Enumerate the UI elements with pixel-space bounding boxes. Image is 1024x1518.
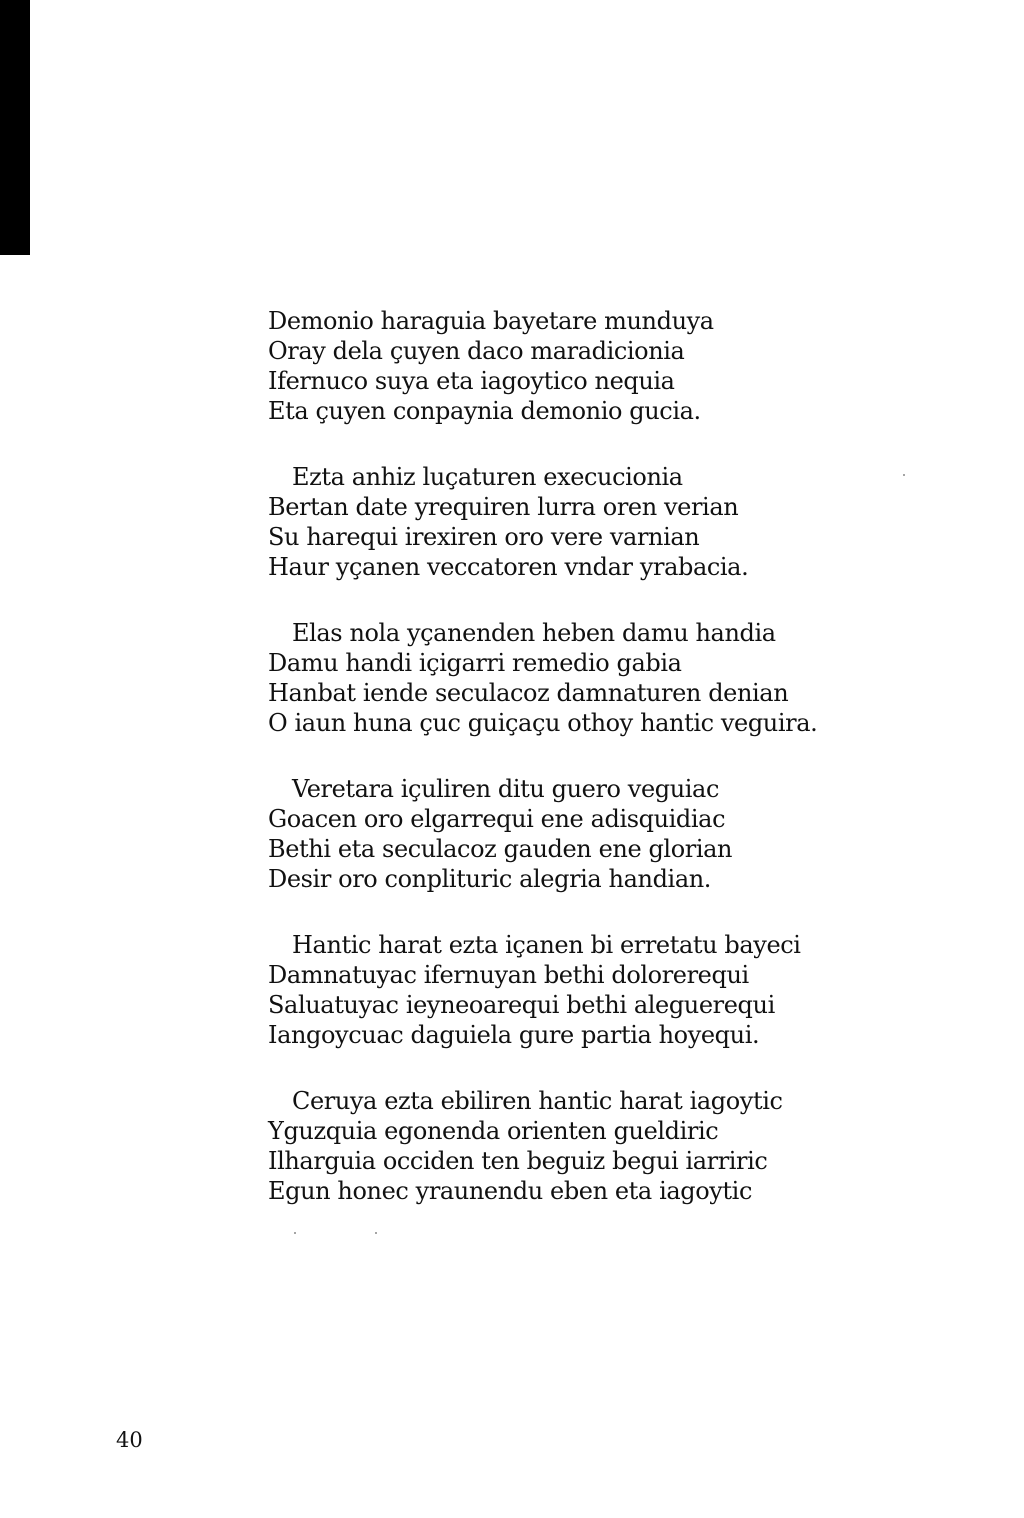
verse-line: Hanbat iende seculacoz damnaturen denian	[268, 679, 789, 707]
stanza-2	[268, 462, 828, 582]
verse-line: Bethi eta seculacoz gauden ene glorian	[268, 835, 733, 863]
verse-line: Haur yçanen veccatoren vndar yrabacia.	[268, 553, 749, 581]
verse-line: Veretara içuliren ditu guero veguiac	[292, 775, 720, 803]
verse-line: Saluatuyac ieyneoarequi bethi aleguerequi	[268, 991, 775, 1019]
scan-speck	[903, 474, 905, 476]
page-number: 40	[116, 1428, 143, 1452]
verse-line: Bertan date yrequiren lurra oren verian	[268, 493, 739, 521]
verse-line: Ifernuco suya eta iagoytico nequia	[268, 367, 675, 395]
stanza-1	[268, 306, 828, 426]
verse-line: Iangoycuac daguiela gure partia hoyequi.	[268, 1021, 760, 1049]
verse-line: Damu handi içigarri remedio gabia	[268, 649, 682, 677]
verse-line: Ceruya ezta ebiliren hantic harat iagoytic	[292, 1087, 783, 1115]
verse-line: Goacen oro elgarrequi ene adisquidiac	[268, 805, 726, 833]
stanza-6	[268, 1086, 828, 1206]
verse-line: Su harequi irexiren oro vere varnian	[268, 523, 700, 551]
scan-edge-bar	[0, 0, 30, 255]
poem	[268, 306, 828, 1242]
verse-line: Eta çuyen conpaynia demonio gucia.	[268, 397, 701, 425]
stanza-4	[268, 774, 828, 894]
verse-line: Hantic harat ezta içanen bi erretatu bayeci	[292, 931, 801, 959]
verse-line: Egun honec yraunendu eben eta iagoytic	[268, 1177, 752, 1205]
verse-line: Oray dela çuyen daco maradicionia	[268, 337, 685, 365]
stanza-3	[268, 618, 828, 738]
verse-line: Demonio haraguia bayetare munduya	[268, 307, 714, 335]
verse-line: Damnatuyac ifernuyan bethi dolorerequi	[268, 961, 749, 989]
verse-line: Ezta anhiz luçaturen execucionia	[292, 463, 683, 491]
verse-line: Desir oro conplituric alegria handian.	[268, 865, 712, 893]
verse-line: Yguzquia egonenda orienten gueldiric	[268, 1117, 719, 1145]
verse-line: Ilharguia occiden ten beguiz begui iarriric	[268, 1147, 768, 1175]
verse-line: Elas nola yçanenden heben damu handia	[292, 619, 776, 647]
verse-line: O iaun huna çuc guiçaçu othoy hantic veguira.	[268, 709, 818, 737]
stanza-5	[268, 930, 828, 1050]
